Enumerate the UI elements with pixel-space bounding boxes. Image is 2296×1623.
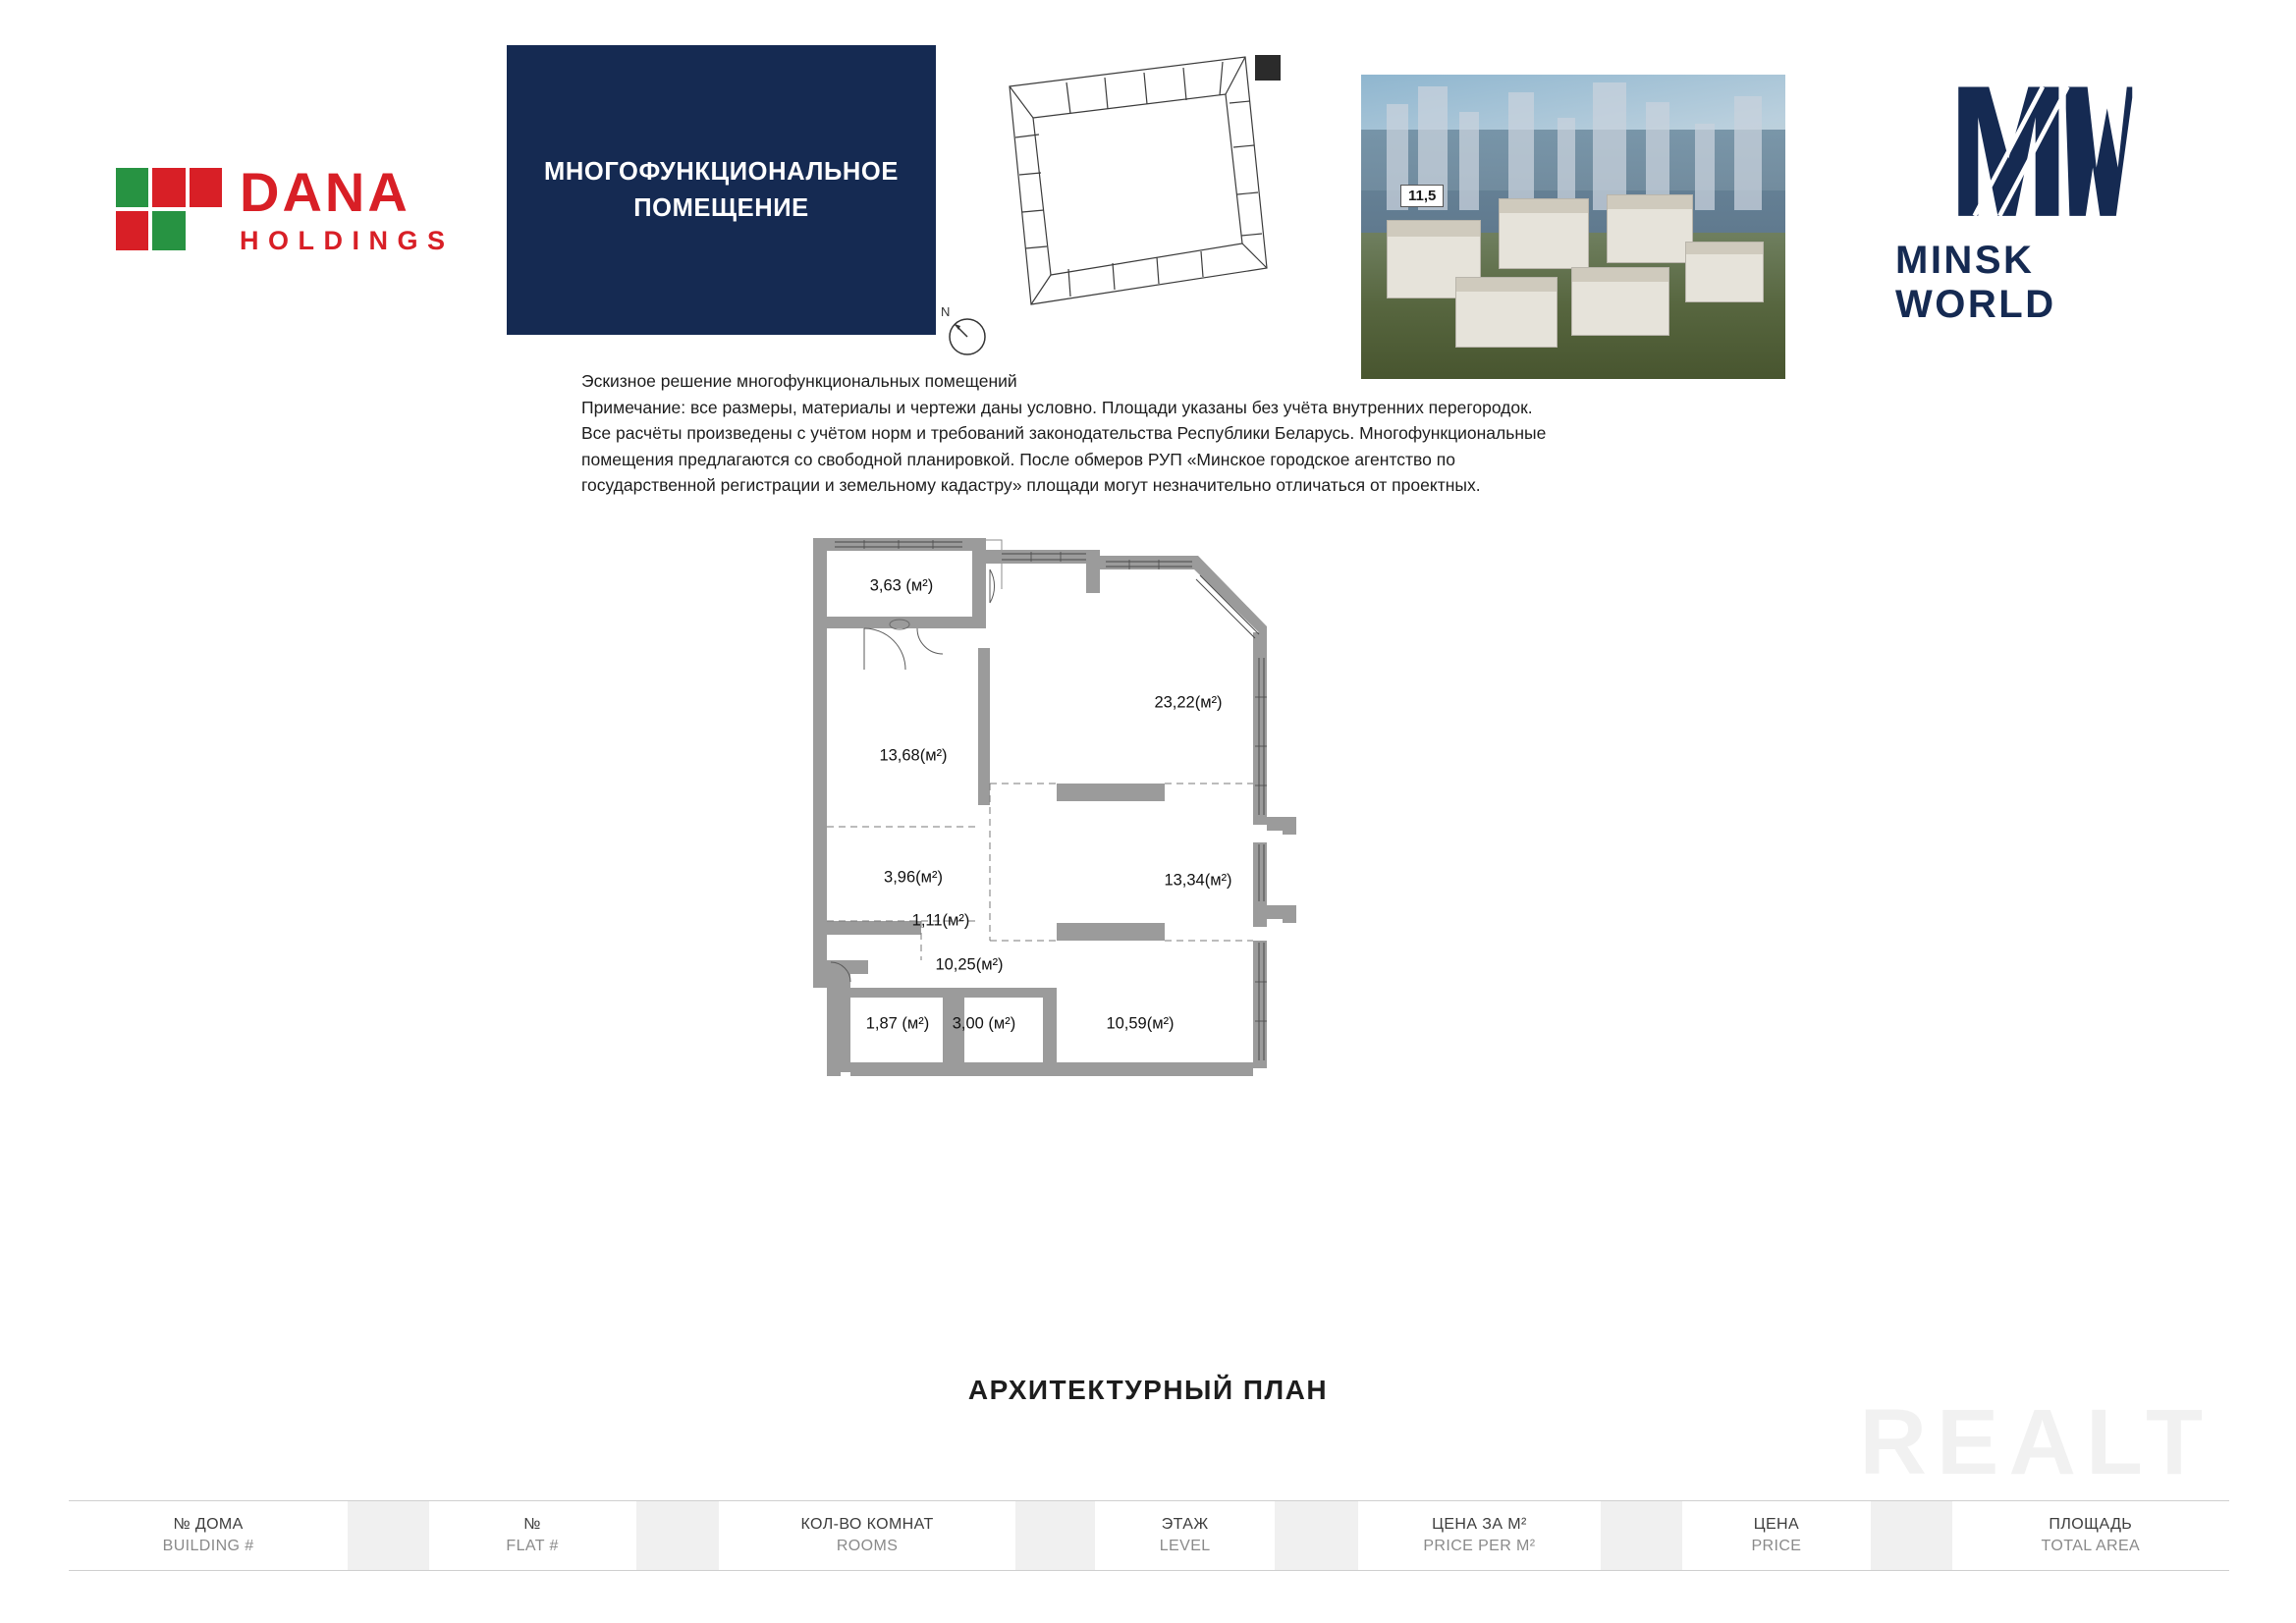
- footer-col-building: [69, 1501, 348, 1570]
- footer-col-total-area: [1952, 1501, 2229, 1570]
- dana-logo-subtitle: HOLDINGS: [240, 225, 455, 255]
- plan-title: АРХИТЕКТУРНЫЙ ПЛАН: [967, 1375, 1329, 1405]
- footer-value-flat[interactable]: [636, 1501, 719, 1570]
- dana-logo-mark: [116, 168, 222, 250]
- room-area-label: 10,25(м²): [935, 955, 1004, 974]
- room-area-label: 1,11(м²): [911, 911, 970, 930]
- footer-value-price[interactable]: [1871, 1501, 1952, 1570]
- footer-col-price: [1682, 1501, 1872, 1570]
- footer-label-ru: ЦЕНА: [1753, 1516, 1800, 1534]
- footer-label-en: LEVEL: [1159, 1538, 1211, 1554]
- disclaimer-note: [581, 368, 1750, 499]
- note-line-5: государственной регистрации и земельному кадастру» площади могут незначительно отличаться от проектных.: [581, 475, 1481, 496]
- page-header: [0, 37, 2296, 342]
- footer-label-ru: № ДОМА: [173, 1516, 244, 1534]
- render-marker-label: 11,5: [1400, 185, 1444, 207]
- room-area-label: 3,96(м²): [884, 868, 943, 887]
- realt-watermark: REALT: [1859, 1390, 2213, 1494]
- footer-label-en: ROOMS: [836, 1538, 899, 1554]
- room-area-label: 23,22(м²): [1154, 693, 1223, 712]
- footer-label-ru: ЦЕНА ЗА М²: [1432, 1516, 1527, 1534]
- note-line-3: Все расчёты произведены с учётом норм и требований законодательства Республики Беларусь. Многофункциональные: [581, 423, 1547, 444]
- footer-label-ru: ПЛОЩАДЬ: [2049, 1516, 2133, 1534]
- footer-label-en: FLAT #: [506, 1538, 559, 1554]
- complex-render-photo: [1361, 75, 1785, 379]
- dana-logo-name: DANA: [240, 160, 410, 223]
- footer-value-price-per-m2[interactable]: [1601, 1501, 1682, 1570]
- note-line-1: Эскизное решение многофункциональных помещений: [581, 371, 1017, 391]
- room-area-label: 3,63 (м²): [869, 576, 934, 595]
- spec-footer-table: [69, 1500, 2229, 1571]
- compass-north-label: N: [941, 304, 951, 319]
- footer-col-level: [1095, 1501, 1275, 1570]
- section-title-line1: МНОГОФУНКЦИОНАЛЬНОЕ: [544, 157, 899, 186]
- footer-label-en: PRICE: [1751, 1538, 1802, 1554]
- architectural-floor-plan: [805, 530, 1532, 1325]
- note-line-4: помещения предлагаются со свободной планировкой. После обмеров РУП «Минское городское агентство по: [581, 449, 1455, 469]
- footer-label-en: TOTAL AREA: [2041, 1538, 2141, 1554]
- footer-col-rooms: [719, 1501, 1016, 1570]
- section-title-line2: ПОМЕЩЕНИЕ: [633, 193, 809, 222]
- footer-col-price-per-m2: [1358, 1501, 1602, 1570]
- section-title-box: [507, 45, 936, 335]
- note-line-2: Примечание: все размеры, материалы и чертежи даны условно. Площади указаны без учёта внутренних перегородок.: [581, 397, 1533, 417]
- footer-value-rooms[interactable]: [1015, 1501, 1095, 1570]
- building-keyplan-icon: [972, 47, 1296, 327]
- minsk-world-wordmark: MINSK WORLD: [1895, 239, 2056, 326]
- room-area-label: 10,59(м²): [1106, 1014, 1175, 1033]
- footer-label-en: PRICE PER M²: [1423, 1538, 1536, 1554]
- footer-value-level[interactable]: [1275, 1501, 1357, 1570]
- dana-holdings-logo: [116, 155, 499, 263]
- footer-label-ru: №: [523, 1516, 541, 1534]
- footer-label-en: BUILDING #: [162, 1538, 254, 1554]
- footer-value-building[interactable]: [348, 1501, 429, 1570]
- room-area-label: 13,68(м²): [879, 746, 948, 765]
- footer-col-flat: [429, 1501, 636, 1570]
- mw-monogram-icon: [1944, 81, 2141, 225]
- room-area-label: 3,00 (м²): [952, 1014, 1016, 1033]
- minsk-world-logo: [1895, 81, 2190, 327]
- footer-label-ru: КОЛ-ВО КОМНАТ: [800, 1516, 934, 1534]
- room-area-label: 13,34(м²): [1164, 871, 1232, 890]
- room-area-label: 1,87 (м²): [865, 1014, 930, 1033]
- footer-label-ru: ЭТАЖ: [1161, 1516, 1209, 1534]
